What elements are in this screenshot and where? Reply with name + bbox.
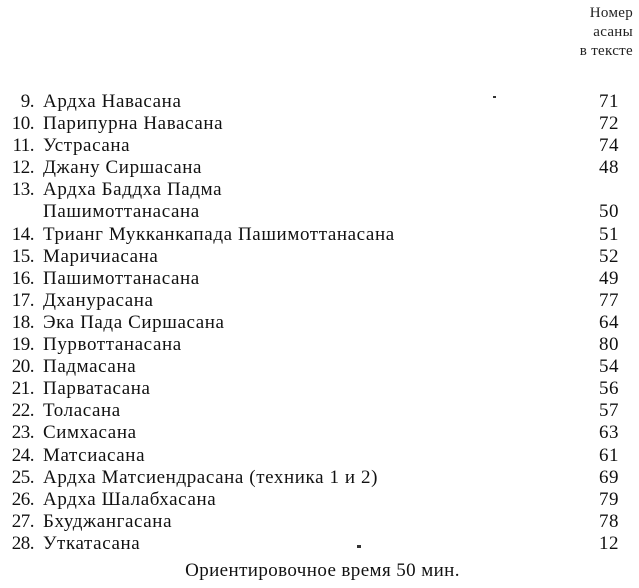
- item-name: Парватасана: [43, 378, 151, 400]
- item-name: Уткатасана: [43, 532, 141, 554]
- list-item: [0, 246, 639, 268]
- item-page: 63: [599, 422, 619, 444]
- item-page: 69: [599, 466, 619, 488]
- list-item: [0, 445, 639, 467]
- item-page: 48: [599, 157, 619, 179]
- item-name: Парипурна Навасана: [43, 113, 224, 135]
- list-item: [0, 422, 639, 444]
- list-item: [0, 378, 639, 400]
- item-name: Джану Сиршасана: [43, 157, 203, 179]
- item-number: 21.: [11, 378, 34, 400]
- item-page: 57: [599, 400, 619, 422]
- item-page: 56: [599, 378, 619, 400]
- item-page: 61: [599, 444, 619, 466]
- item-number: 15.: [11, 245, 34, 267]
- list-item: [0, 91, 639, 113]
- item-number: 16.: [11, 267, 34, 289]
- item-page: 51: [599, 223, 619, 245]
- asana-list: [0, 91, 639, 555]
- item-page: 78: [599, 510, 619, 532]
- item-name: Ардха Баддха Падма: [43, 179, 223, 201]
- item-number: 9.: [20, 91, 34, 112]
- list-item: [0, 224, 639, 246]
- list-item: [0, 533, 639, 555]
- item-number: 27.: [11, 510, 34, 532]
- item-name: Устрасана: [43, 135, 131, 157]
- item-page: 77: [599, 289, 619, 311]
- item-number: 17.: [11, 289, 34, 311]
- item-number: 22.: [11, 400, 34, 422]
- item-name: Ардха Матсиендрасана (техника 1 и 2): [43, 466, 379, 488]
- item-page: 74: [599, 135, 619, 157]
- list-item: [0, 268, 639, 290]
- item-name: Падмасана: [43, 356, 137, 378]
- item-number: 18.: [11, 311, 34, 333]
- item-number: 19.: [11, 334, 34, 356]
- item-name: Ардха Навасана: [43, 91, 182, 112]
- column-header-line-1: Номер: [589, 5, 633, 21]
- list-item: [0, 511, 639, 533]
- item-number: 24.: [11, 444, 34, 466]
- estimated-time-text: Ориентировочное время 50 мин.: [185, 560, 460, 581]
- item-name: Трианг Мукканкапада Пашимоттанасана: [43, 223, 395, 245]
- item-page: 71: [599, 91, 619, 112]
- item-name: Толасана: [43, 400, 121, 422]
- item-number: 14.: [11, 223, 34, 245]
- item-name: Бхуджангасана: [43, 510, 173, 532]
- list-item-continuation: [0, 201, 639, 223]
- item-page: 52: [599, 245, 619, 267]
- item-name: Пурвоттанасана: [43, 334, 182, 356]
- item-number: 28.: [11, 532, 34, 554]
- estimated-time-note: [0, 560, 639, 582]
- item-page: 64: [599, 311, 619, 333]
- item-page: 79: [599, 488, 619, 510]
- list-item: [0, 113, 639, 135]
- item-number: 11.: [12, 135, 34, 157]
- item-page: 49: [599, 267, 619, 289]
- item-name: Симхасана: [43, 422, 137, 444]
- print-speck: [357, 545, 361, 548]
- list-item: [0, 157, 639, 179]
- item-name: Матсиасана: [43, 444, 146, 466]
- column-header: [543, 4, 633, 61]
- item-page: 80: [599, 334, 619, 356]
- list-item: [0, 334, 639, 356]
- item-name: Маричиасана: [43, 245, 159, 267]
- item-page: 50: [599, 201, 619, 223]
- item-number: 20.: [11, 356, 34, 378]
- item-page: 72: [599, 113, 619, 135]
- item-number: 23.: [11, 422, 34, 444]
- list-item: [0, 489, 639, 511]
- item-page: 12: [599, 532, 619, 554]
- list-item: [0, 467, 639, 489]
- list-item: [0, 290, 639, 312]
- item-name: Пашимоттанасана: [43, 267, 200, 289]
- column-header-line-3: в тексте: [579, 43, 633, 59]
- item-number: 10.: [11, 113, 34, 135]
- item-page: 54: [599, 356, 619, 378]
- list-item: [0, 135, 639, 157]
- item-name: Ардха Шалабхасана: [43, 488, 217, 510]
- list-item: [0, 400, 639, 422]
- list-item: [0, 356, 639, 378]
- list-item: [0, 312, 639, 334]
- item-number: 12.: [11, 157, 34, 179]
- column-header-line-2: асаны: [593, 24, 633, 40]
- item-name: Эка Пада Сиршасана: [43, 311, 225, 333]
- item-number: 26.: [11, 488, 34, 510]
- list-item: [0, 179, 639, 201]
- item-number: 13.: [11, 179, 34, 201]
- print-speck: [493, 96, 496, 98]
- item-name: Дханурасана: [43, 289, 154, 311]
- item-name: Пашимоттанасана: [43, 201, 200, 223]
- item-number: 25.: [11, 466, 34, 488]
